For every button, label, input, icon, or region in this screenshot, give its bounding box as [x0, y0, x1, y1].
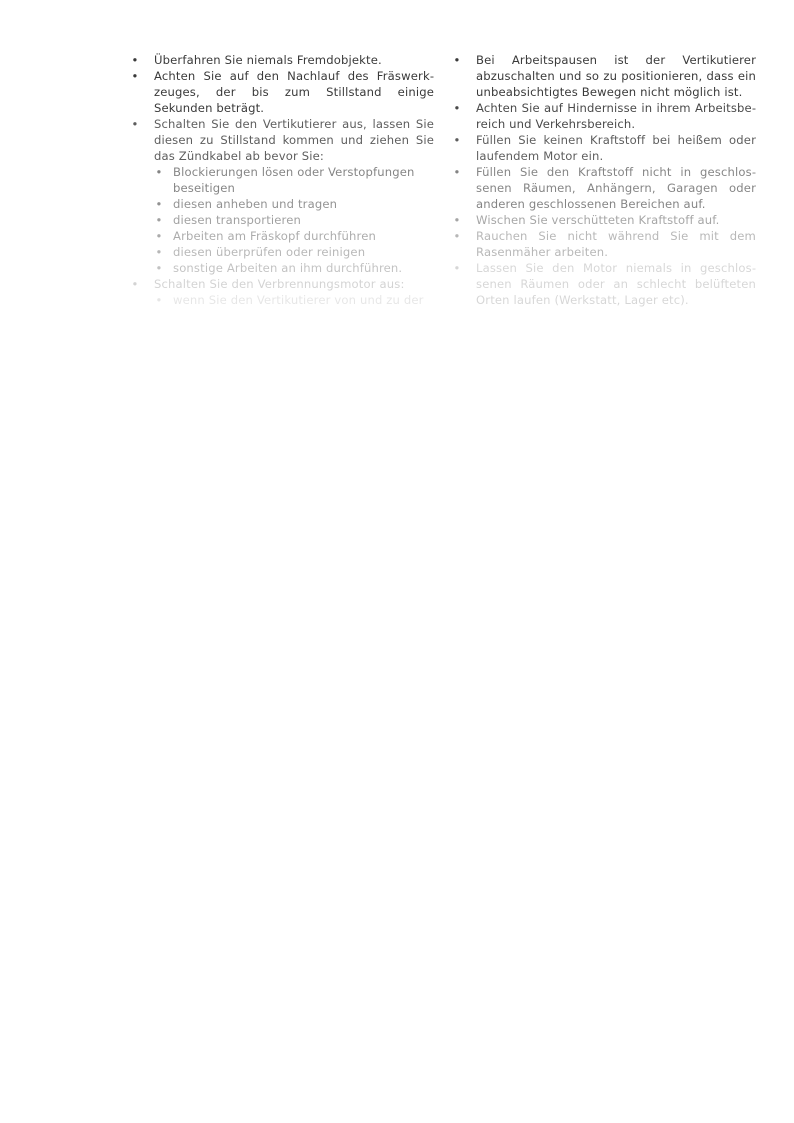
bullet-icon: • — [453, 101, 461, 115]
sub-list-item — [154, 292, 434, 308]
sub-list-item-text: diesen überprüfen oder reinigen — [173, 245, 366, 259]
list-item — [452, 132, 756, 164]
sub-list-item-text: Arbeiten am Fräskopf durchführen — [173, 229, 376, 243]
sub-list-item-text: diesen transportieren — [173, 213, 301, 227]
sub-list-item — [154, 244, 434, 260]
sub-bullet-list — [154, 164, 434, 276]
list-item — [452, 260, 756, 308]
sub-list-item — [154, 228, 434, 244]
bullet-icon: • — [131, 277, 139, 291]
sub-bullet-icon: • — [155, 245, 163, 259]
bullet-icon: • — [453, 261, 461, 275]
list-item — [452, 164, 756, 212]
list-item-text: Überfahren Sie niemals Fremdobjekte. — [154, 53, 382, 67]
sub-bullet-list — [154, 292, 434, 308]
list-item-text: Füllen Sie den Kraftstoff nicht in geschlossenen Räumen, Anhängern, Garagen oder anderen geschlossenen Bereichen auf. — [476, 165, 756, 211]
list-item — [452, 228, 756, 260]
list-item-text: Achten Sie auf den Nachlauf des Fräswerkzeuges, der bis zum Stillstand einige Sekunden beträgt. — [154, 69, 434, 115]
list-item — [452, 52, 756, 100]
right-bullet-list — [452, 52, 756, 308]
list-item — [452, 212, 756, 228]
list-item-text: Schalten Sie den Vertikutierer aus, lassen Sie diesen zu Stillstand kommen und ziehen Sie das Zündkabel ab bevor Sie: — [154, 117, 434, 163]
list-item-text: Achten Sie auf Hindernisse in ihrem Arbeitsbereich und Verkehrsbereich. — [476, 101, 756, 131]
sub-bullet-icon: • — [155, 165, 163, 179]
list-item-text: Rauchen Sie nicht während Sie mit dem Rasenmäher arbeiten. — [476, 229, 756, 259]
bullet-icon: • — [453, 53, 461, 67]
bullet-icon: • — [131, 69, 139, 83]
sub-list-item — [154, 260, 434, 276]
list-item — [130, 276, 434, 308]
sub-list-item — [154, 212, 434, 228]
bullet-icon: • — [131, 53, 139, 67]
bullet-icon: • — [453, 213, 461, 227]
sub-bullet-icon: • — [155, 229, 163, 243]
sub-list-item — [154, 196, 434, 212]
sub-bullet-icon: • — [155, 261, 163, 275]
list-item-text: Bei Arbeitspausen ist der Vertikutierer abzuschalten und so zu positionieren, dass ein unbeabsichtigtes Bewegen nicht möglich ist. — [476, 53, 756, 99]
bullet-icon: • — [131, 117, 139, 131]
list-item-text: Lassen Sie den Motor niemals in geschlossenen Räumen oder an schlecht belüfteten Orten laufen (Werkstatt, Lager etc). — [476, 261, 756, 307]
bullet-icon: • — [453, 165, 461, 179]
bullet-icon: • — [453, 229, 461, 243]
left-column — [130, 52, 434, 308]
list-item-text: Füllen Sie keinen Kraftstoff bei heißem oder laufendem Motor ein. — [476, 133, 756, 163]
sub-list-item-text: sonstige Arbeiten an ihm durchführen. — [173, 261, 403, 275]
list-item — [130, 52, 434, 68]
sub-bullet-icon: • — [155, 197, 163, 211]
list-item — [452, 100, 756, 132]
list-item — [130, 116, 434, 276]
bullet-icon: • — [453, 133, 461, 147]
list-item-text: Schalten Sie den Verbrennungsmotor aus: — [154, 277, 405, 291]
sub-list-item-text: wenn Sie den Vertikutierer von und zu der — [173, 293, 424, 307]
sub-bullet-icon: • — [155, 293, 163, 307]
sub-list-item-text: Blockierungen lösen oder Verstopfungen beseitigen — [173, 165, 415, 195]
list-item — [130, 68, 434, 116]
left-bullet-list — [130, 52, 434, 308]
list-item-text: Wischen Sie verschütteten Kraftstoff auf. — [476, 213, 720, 227]
sub-list-item — [154, 164, 434, 196]
sub-list-item-text: diesen anheben und tragen — [173, 197, 338, 211]
right-column — [452, 52, 756, 308]
sub-bullet-icon: • — [155, 213, 163, 227]
